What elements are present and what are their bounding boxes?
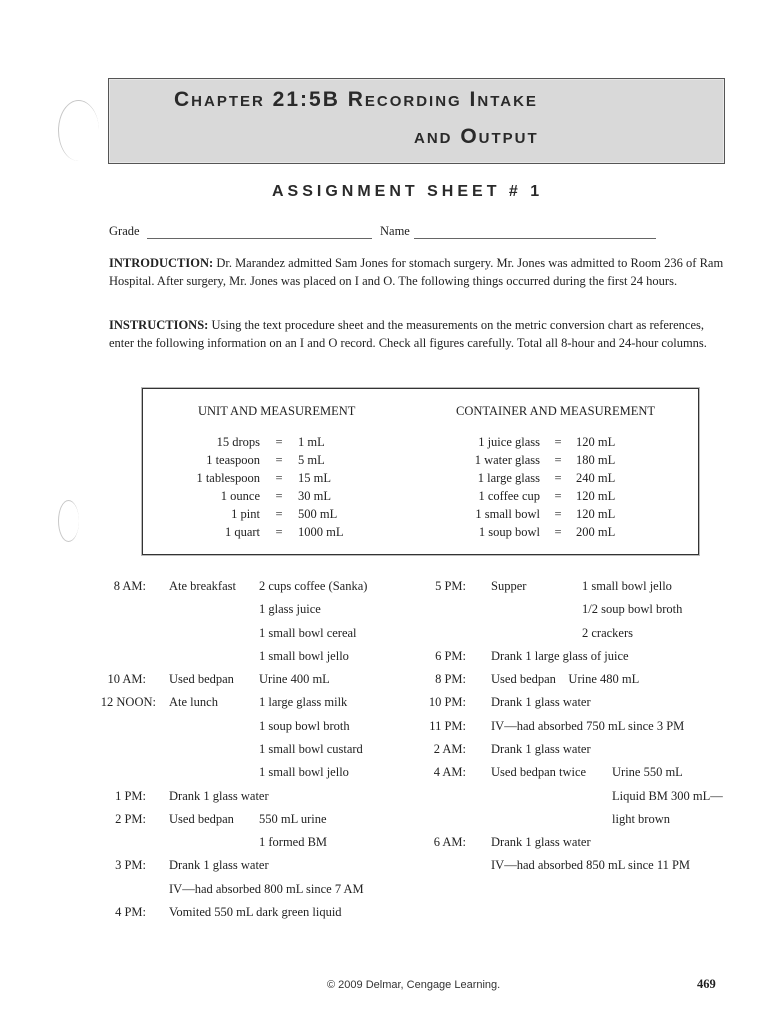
unit-eq: = [275,471,283,485]
unit-item: 1 ounce [220,489,260,503]
event-iv-absorbed: IV—had absorbed 850 mL since 11 PM [491,858,691,872]
breakfast-item: 1 small bowl cereal [259,626,357,640]
grade-label: Grade [109,224,140,238]
container-item: 1 coffee cup [478,489,540,503]
unit-item: 1 pint [231,507,260,521]
instructions-label: INSTRUCTIONS: [109,318,209,332]
event-drank-water: Drank 1 glass water [491,695,591,709]
copyright: © 2009 Delmar, Cengage Learning. [327,979,501,991]
time-label: 10 AM: [107,672,146,686]
unit-eq: = [275,525,283,539]
urine-output: 550 mL urine [259,812,327,826]
unit-eq: = [275,489,283,503]
event-drank-water: Drank 1 glass water [169,789,269,803]
time-label: 3 PM: [115,858,146,872]
time-label: 2 AM: [433,742,466,756]
unit-value: 5 mL [298,453,325,467]
breakfast-item: 1 glass juice [259,602,321,616]
grade-field[interactable] [147,226,372,239]
event-used-bedpan: Used bedpan Urine 480 mL [491,672,640,686]
scan-artifact [58,500,79,542]
event-ate-breakfast: Ate breakfast [169,579,236,593]
instructions-text: Using the text procedure sheet and the measurements on the metric conversion chart as references, enter the following information on an I and O record. Check all figures carefully. Total all 8-hour and 24-hour columns. [109,318,707,350]
unit-item: 15 drops [216,435,260,449]
container-eq: = [554,489,562,503]
unit-measurement-title: UNIT AND MEASUREMENT [198,404,356,418]
supper-item: 2 crackers [582,626,634,640]
container-value: 180 mL [576,453,616,467]
event-iv-absorbed: IV—had absorbed 800 mL since 7 AM [169,882,364,896]
unit-value: 500 mL [298,507,338,521]
introduction-label: INTRODUCTION: [109,256,214,270]
event-used-bedpan: Used bedpan [169,812,234,826]
event-drank-juice: Drank 1 large glass of juice [491,649,629,663]
unit-eq: = [275,507,283,521]
unit-value: 1 mL [298,435,325,449]
time-label: 4 AM: [433,765,466,779]
time-label: 6 PM: [435,649,466,663]
event-drank-water: Drank 1 glass water [491,835,591,849]
container-value: 240 mL [576,471,616,485]
event-iv-absorbed: IV—had absorbed 750 mL since 3 PM [491,719,685,733]
event-vomited: Vomited 550 mL dark green liquid [169,905,342,919]
container-value: 200 mL [576,525,616,539]
event-supper: Supper [491,579,527,593]
supper-item: 1 small bowl jello [582,579,672,593]
container-eq: = [554,471,562,485]
unit-eq: = [275,453,283,467]
container-value: 120 mL [576,489,616,503]
time-label: 11 PM: [429,719,466,733]
time-label: 8 PM: [435,672,466,686]
container-item: 1 soup bowl [478,525,540,539]
event-used-bedpan-twice: Used bedpan twice [491,765,587,779]
bm-output: Liquid BM 300 mL— [612,789,723,803]
time-label: 2 PM: [115,812,146,826]
unit-item: 1 teaspoon [206,453,260,467]
container-eq: = [554,435,562,449]
container-item: 1 large glass [477,471,540,485]
bm-color: light brown [612,812,670,826]
time-label: 12 NOON: [100,695,156,709]
introduction-paragraph [109,254,729,290]
introduction-text: Dr. Marandez admitted Sam Jones for stomach surgery. Mr. Jones was admitted to Room 236 of Ram Hospital. After surgery, Mr. Jones was placed on I and O. The following things occurred during the first 24 hours. [109,256,724,288]
scan-artifact [58,100,99,161]
time-label: 5 PM: [435,579,466,593]
container-item: 1 water glass [474,453,540,467]
container-item: 1 juice glass [478,435,540,449]
bm-output: 1 formed BM [259,835,328,849]
unit-value: 15 mL [298,471,331,485]
event-drank-water: Drank 1 glass water [169,858,269,872]
unit-item: 1 tablespoon [196,471,260,485]
urine-output: Urine 400 mL [259,672,330,686]
unit-value: 30 mL [298,489,331,503]
time-label: 6 AM: [433,835,466,849]
chapter-title-line1: Chapter 21:5B Recording Intake [174,88,538,111]
time-label: 10 PM: [428,695,466,709]
breakfast-item: 2 cups coffee (Sanka) [259,579,368,593]
chapter-title-line2: and Output [414,125,539,148]
breakfast-item: 1 small bowl jello [259,649,349,663]
lunch-item: 1 large glass milk [259,695,348,709]
urine-output: Urine 550 mL [612,765,683,779]
container-item: 1 small bowl [475,507,540,521]
time-label: 1 PM: [115,789,146,803]
name-field[interactable] [414,226,656,239]
assignment-title: ASSIGNMENT SHEET # 1 [272,183,544,200]
container-measurement-title: CONTAINER AND MEASUREMENT [456,404,655,418]
instructions-paragraph [109,316,729,352]
event-ate-lunch: Ate lunch [169,695,218,709]
unit-eq: = [275,435,283,449]
unit-value: 1000 mL [298,525,344,539]
container-eq: = [554,507,562,521]
lunch-item: 1 soup bowl broth [259,719,350,733]
time-label: 8 AM: [113,579,146,593]
container-value: 120 mL [576,435,616,449]
page-number: 469 [697,977,716,991]
unit-item: 1 quart [224,525,260,539]
container-eq: = [554,453,562,467]
container-value: 120 mL [576,507,616,521]
name-label: Name [380,224,410,238]
supper-item: 1/2 soup bowl broth [582,602,683,616]
time-label: 4 PM: [115,905,146,919]
lunch-item: 1 small bowl jello [259,765,349,779]
container-eq: = [554,525,562,539]
event-drank-water: Drank 1 glass water [491,742,591,756]
event-used-bedpan: Used bedpan [169,672,234,686]
lunch-item: 1 small bowl custard [259,742,363,756]
